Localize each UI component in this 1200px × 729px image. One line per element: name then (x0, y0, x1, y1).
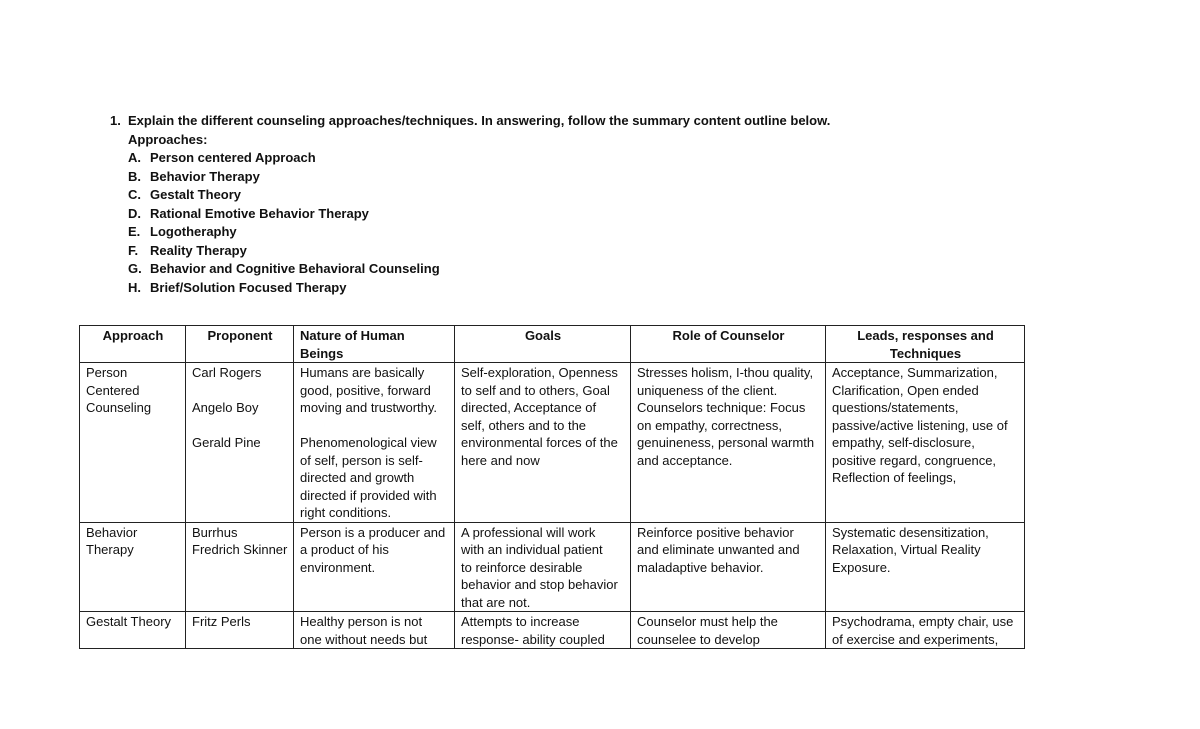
cell-line: directed, Acceptance of (461, 400, 597, 415)
cell-line: Acceptance, Summarization, (832, 365, 998, 380)
cell-nature (294, 612, 455, 649)
approach-item (128, 168, 830, 187)
approach-letter: D. (128, 205, 141, 221)
proponent-name: Gerald Pine (192, 435, 261, 450)
cell-line: Exposure. (832, 559, 891, 575)
cell-line: Counselors technique: Focus (637, 400, 806, 415)
approach-item (128, 242, 830, 261)
approach-item (128, 279, 830, 298)
approaches-list (110, 131, 830, 298)
cell-nature (294, 522, 455, 612)
cell-goals (455, 612, 631, 649)
cell-approach (80, 612, 186, 649)
cell-line: Phenomenological view (300, 435, 437, 450)
approach-label: Rational Emotive Behavior Therapy (150, 205, 369, 221)
approaches-label: Approaches: (128, 131, 208, 147)
cell-line: with an individual patient (461, 542, 603, 557)
cell-line: a product of his (300, 542, 389, 557)
cell-goals (455, 522, 631, 612)
cell-line: response- ability coupled (461, 631, 605, 647)
approach-letter: F. (128, 242, 139, 258)
header-proponent: Proponent (186, 326, 294, 363)
summary-table (79, 325, 1025, 649)
cell-line: Counseling (86, 400, 152, 415)
cell-line: A professional will work (461, 524, 596, 540)
cell-line: of exercise and experiments, (832, 631, 999, 647)
cell-line: and eliminate unwanted and (637, 542, 800, 557)
cell-line: questions/statements, (832, 400, 959, 415)
cell-line: right conditions. (300, 505, 392, 520)
cell-line: Reflection of feelings, (832, 470, 957, 485)
table-row (80, 612, 1025, 649)
cell-line: Reinforce positive behavior (637, 524, 794, 540)
cell-line: positive regard, congruence, (832, 452, 997, 468)
approach-label: Reality Therapy (150, 242, 247, 258)
proponent-name: Fredrich Skinner (192, 542, 288, 557)
proponent-name: Fritz Perls (192, 614, 251, 629)
cell-line: moving and trustworthy. (300, 400, 438, 415)
cell-line: Attempts to increase (461, 614, 580, 629)
cell-line: on empathy, correctness, (637, 417, 782, 433)
cell-line: one without needs but (300, 631, 428, 647)
cell-leads (826, 522, 1025, 612)
cell-line: and acceptance. (637, 452, 733, 468)
cell-line: Person is a producer and (300, 524, 446, 540)
approach-letter: E. (128, 224, 141, 239)
approach-label: Brief/Solution Focused Therapy (150, 279, 347, 295)
approach-item (128, 223, 830, 242)
cell-line: to self and to others, Goal (461, 382, 610, 398)
cell-leads (826, 612, 1025, 649)
cell-line: Centered (86, 382, 140, 398)
cell-line: Self-exploration, Openness (461, 365, 618, 380)
cell-line: directed if provided with (300, 487, 437, 503)
approach-letter: H. (128, 279, 141, 295)
cell-line: Gestalt Theory (86, 614, 172, 629)
header-nature: Nature of Human Beings (294, 326, 455, 363)
cell-approach (80, 363, 186, 523)
cell-line: to reinforce desirable (461, 559, 583, 575)
cell-proponent (186, 522, 294, 612)
header-goals: Goals (455, 326, 631, 363)
cell-line: Systematic desensitization, (832, 524, 989, 540)
table-header-row (80, 326, 1025, 363)
header-role: Role of Counselor (631, 326, 826, 363)
cell-line: Counselor must help the (637, 614, 778, 629)
cell-line: here and now (461, 452, 540, 468)
header-leads: Leads, responses and Techniques (826, 326, 1025, 363)
cell-line: Stresses holism, I-thou quality, (637, 365, 814, 380)
approach-item (128, 149, 830, 168)
cell-proponent (186, 363, 294, 523)
cell-line: maladaptive behavior. (637, 559, 764, 575)
approach-label: Behavior and Cognitive Behavioral Counseling (150, 261, 440, 276)
approach-item (128, 205, 830, 224)
header-approach: Approach (80, 326, 186, 363)
cell-proponent (186, 612, 294, 649)
cell-role (631, 522, 826, 612)
cell-line: Behavior (86, 524, 138, 540)
question-text: Explain the different counseling approaches/techniques. In answering, follow the summary content outline below. (128, 113, 831, 128)
proponent-name: Carl Rogers (192, 365, 262, 380)
approach-letter: A. (128, 150, 141, 165)
cell-line: uniqueness of the client. (637, 382, 778, 398)
proponent-name: Angelo Boy (192, 400, 259, 415)
cell-line: behavior and stop behavior (461, 577, 618, 592)
approach-label: Logotheraphy (150, 224, 237, 239)
cell-line: Clarification, Open ended (832, 382, 979, 398)
approach-item (128, 186, 830, 205)
cell-role (631, 612, 826, 649)
table-row (80, 363, 1025, 523)
cell-line: counselee to develop (637, 631, 760, 647)
cell-line: genuineness, personal warmth (637, 435, 815, 450)
cell-approach (80, 522, 186, 612)
cell-line: directed and growth (300, 470, 415, 485)
approach-letter: C. (128, 187, 141, 202)
cell-line: that are not. (461, 594, 531, 610)
proponent-name: Burrhus (192, 524, 238, 540)
approach-label: Person centered Approach (150, 150, 316, 165)
cell-line: environmental forces of the (461, 435, 618, 450)
approach-item (128, 260, 830, 279)
cell-role (631, 363, 826, 523)
cell-line: Therapy (86, 542, 134, 557)
cell-line: of self, person is self- (300, 452, 423, 468)
approach-letter: G. (128, 261, 142, 276)
table-row (80, 522, 1025, 612)
question-line (110, 112, 830, 131)
approach-label: Behavior Therapy (150, 168, 260, 184)
approach-letter: B. (128, 168, 141, 184)
cell-line: Humans are basically (300, 365, 425, 380)
cell-line: passive/active listening, use of (832, 417, 1008, 433)
cell-line: good, positive, forward (300, 382, 431, 398)
cell-line: Psychodrama, empty chair, use (832, 614, 1014, 629)
cell-line: Person (86, 365, 128, 380)
question-number: 1. (110, 113, 121, 128)
approach-label: Gestalt Theory (150, 187, 242, 202)
cell-leads (826, 363, 1025, 523)
cell-line: empathy, self-disclosure, (832, 435, 975, 450)
cell-line: environment. (300, 559, 376, 575)
cell-nature (294, 363, 455, 523)
cell-line: self, others and to the (461, 417, 587, 433)
cell-line: Healthy person is not (300, 614, 423, 629)
question-block (110, 112, 830, 297)
cell-line: Relaxation, Virtual Reality (832, 542, 981, 557)
cell-goals (455, 363, 631, 523)
